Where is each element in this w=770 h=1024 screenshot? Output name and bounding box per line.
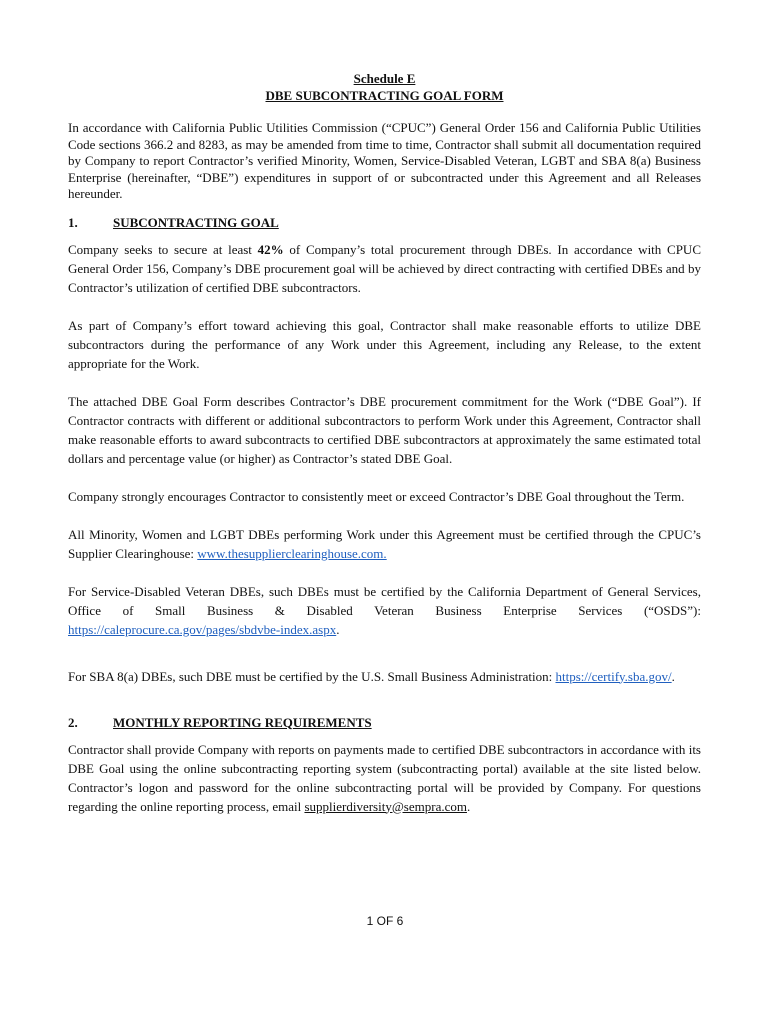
clearinghouse-text: All Minority, Women and LGBT DBEs performing Work under this Agreement must be certified through the CPUC’s Supplier Clearinghouse: (68, 526, 701, 561)
clearinghouse-link[interactable]: www.thesupplierclearinghouse.com. (197, 545, 387, 561)
goal-text-after: of Company’s total procurement through DBEs. In accordance with CPUC General Order 156, Company’s DBE procurement goal will be achieved by direct contracting with certified DBEs and by Contractor’s utilization of certified DBE subcontractors. (68, 241, 701, 295)
reporting-period: . (466, 798, 471, 814)
goal-text-before: Company seeks to secure at least (68, 241, 258, 257)
section-1-paragraph-5 (68, 525, 701, 563)
osds-period: . (336, 621, 340, 637)
goal-percentage: 42% (257, 241, 284, 257)
section-2-heading (68, 714, 701, 731)
sba-certify-link[interactable]: https://certify.sba.gov/ (555, 668, 672, 684)
document-page (68, 70, 701, 816)
section-1-paragraph-7 (68, 667, 701, 686)
section-1-paragraph-6 (68, 582, 701, 639)
section-1-paragraph-4: Company strongly encourages Contractor to consistently meet or exceed Contractor’s DBE Goal throughout the Term. (68, 488, 685, 504)
section-1-paragraph-1 (68, 240, 701, 297)
intro-paragraph: In accordance with California Public Utilities Commission (“CPUC”) General Order 156 and California Public Utilities Code sections 366.2 and 8283, as may be amended from time to time, Contractor shall submit all documentation required by Company to report Contractor’s verified Minority, Women, Service-Disabled Veteran, LGBT and SBA 8(a) Business Enterprise (hereinafter, “DBE”) expenditures in support of or subcontracted under this Agreement and all Releases hereunder. (68, 120, 701, 201)
section-2-number: 2. (68, 714, 78, 730)
section-1-number: 1. (68, 214, 78, 230)
form-title: DBE SUBCONTRACTING GOAL FORM (265, 88, 504, 103)
section-2-paragraph-1 (68, 740, 701, 816)
sba-text: For SBA 8(a) DBEs, such DBE must be certified by the U.S. Small Business Administration: (68, 668, 556, 684)
supplier-diversity-email-link[interactable]: supplierdiversity@sempra.com (304, 798, 467, 814)
reporting-text: Contractor shall provide Company with reports on payments made to certified DBE subcontractors in accordance with its DBE Goal using the online subcontracting reporting system (subcontracting portal) available at the site listed below. Contractor’s logon and password for the online subcontracting portal will be provided by Company. For questions regarding the online reporting process, email (68, 741, 701, 814)
caleprocure-link[interactable]: https://caleprocure.ca.gov/pages/sbdvbe-index.aspx (68, 621, 337, 637)
section-1-paragraph-3: The attached DBE Goal Form describes Contractor’s DBE procurement commitment for the Work (“DBE Goal”). If Contractor contracts with different or additional subcontractors to perform Work under this Agreement, Contractor shall make reasonable efforts to award subcontracts to certified DBE subcontractors at approximately the same estimated total dollars and percentage value (or higher) as Contractor’s stated DBE Goal. (68, 393, 701, 466)
sba-period: . (671, 668, 675, 684)
section-1-heading (68, 214, 701, 231)
page-number: 1 OF 6 (366, 914, 404, 928)
section-2-title: MONTHLY REPORTING REQUIREMENTS (113, 714, 372, 730)
schedule-title: Schedule E (353, 71, 416, 86)
osds-text: For Service-Disabled Veteran DBEs, such DBEs must be certified by the California Department of General Services, Office of Small Business & Disabled Veteran Business Enterprise Services (“OSDS”): (68, 583, 701, 618)
section-1-title: SUBCONTRACTING GOAL (113, 214, 279, 230)
section-1-paragraph-2: As part of Company’s effort toward achieving this goal, Contractor shall make reasonable efforts to utilize DBE subcontractors during the performance of any Work under this Agreement, including any Release, to the extent appropriate for the Work. (68, 317, 701, 371)
